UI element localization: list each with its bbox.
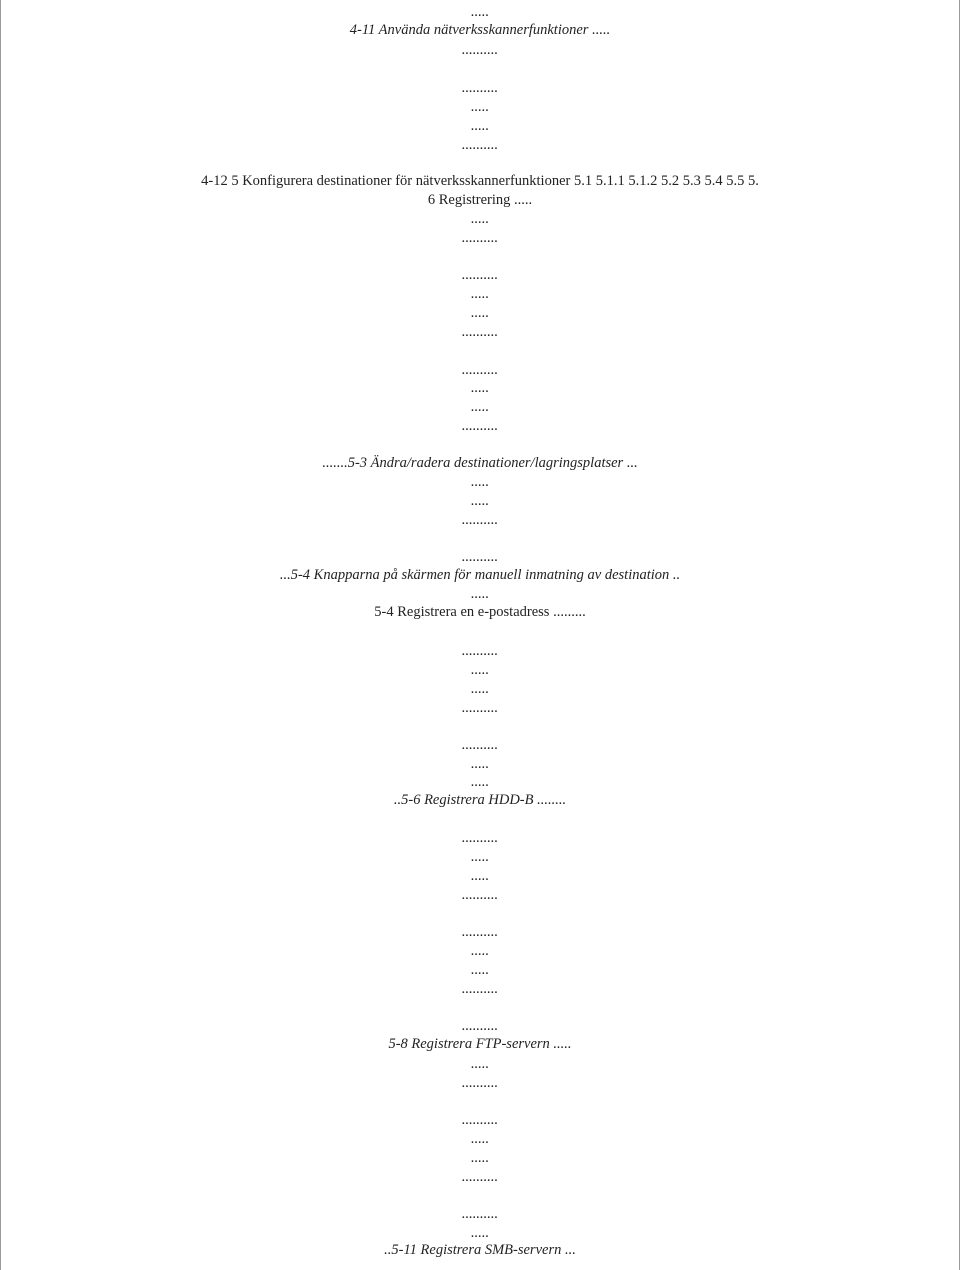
toc-line: ..........: [461, 981, 499, 997]
toc-line: ..........: [461, 924, 499, 940]
toc-line: .....: [470, 849, 490, 865]
toc-line: .....: [470, 305, 490, 321]
toc-line: ..........: [461, 887, 499, 903]
toc-line: .....: [470, 1150, 490, 1166]
toc-line: .....: [470, 756, 490, 772]
toc-line: ..........: [461, 643, 499, 659]
toc-line: ..........: [461, 1075, 499, 1091]
toc-line: .....: [470, 1056, 490, 1072]
toc-line: ..........: [461, 1018, 499, 1034]
toc-line: ..........: [461, 418, 499, 434]
toc-line: .....: [470, 943, 490, 959]
toc-line: .....: [470, 118, 490, 134]
toc-line: ..........: [461, 324, 499, 340]
toc-line: .....: [470, 868, 490, 884]
toc-entry-5-6: ..5-6 Registrera HDD-B ........: [393, 792, 567, 808]
toc-entry-5-4-e-postadress: 5-4 Registrera en e-postadress .........: [374, 604, 586, 620]
toc-line: ..........: [461, 737, 499, 753]
toc-line: ..........: [461, 362, 499, 378]
toc-line: ..........: [461, 230, 499, 246]
toc-line: ..........: [461, 700, 499, 716]
toc-line: .....: [470, 681, 490, 697]
toc-entry-5-8: 5-8 Registrera FTP-servern .....: [388, 1036, 572, 1052]
toc-line: .....: [470, 493, 490, 509]
toc-line: .....: [470, 586, 490, 602]
toc-line: .....: [470, 962, 490, 978]
toc-line: ..........: [461, 830, 499, 846]
toc-line: .....: [470, 774, 490, 790]
toc-line: .....: [470, 4, 490, 20]
toc-line: ..........: [461, 267, 499, 283]
toc-line: ..........: [461, 1169, 499, 1185]
toc-line: ..........: [461, 1112, 499, 1128]
toc-line: ..........: [461, 512, 499, 528]
toc-line: ..........: [461, 80, 499, 96]
toc-line: ..........: [461, 1206, 499, 1222]
toc-line: .....: [470, 1225, 490, 1241]
toc-line: .....: [470, 662, 490, 678]
toc-entry-4-11: 4-11 Använda nätverksskannerfunktioner .....: [349, 22, 611, 38]
toc-entry-5-11: ..5-11 Registrera SMB-servern ...: [384, 1242, 576, 1258]
toc-entry-4-12: 4-12 5 Konfigurera destinationer för nätverksskannerfunktioner 5.1 5.1.1 5.1.2 5.2 5.3 5.4 5.5 5.: [201, 173, 759, 189]
toc-line: .....: [470, 286, 490, 302]
toc-line: .....: [470, 99, 490, 115]
toc-line: .....: [470, 380, 490, 396]
toc-line: .....: [470, 474, 490, 490]
toc-line: .....: [470, 211, 490, 227]
toc-line: ..........: [461, 42, 499, 58]
toc-line: ..........: [461, 549, 499, 565]
toc-line: ..........: [461, 137, 499, 153]
toc-line: .....: [470, 1131, 490, 1147]
toc-entry-5-3: .......5-3 Ändra/radera destinationer/lagringsplatser ...: [322, 455, 638, 471]
toc-line: .....: [470, 399, 490, 415]
toc-entry-registrering: 6 Registrering .....: [427, 192, 533, 208]
toc-entry-5-4-knapparna: ...5-4 Knapparna på skärmen för manuell inmatning av destination ..: [279, 567, 681, 583]
